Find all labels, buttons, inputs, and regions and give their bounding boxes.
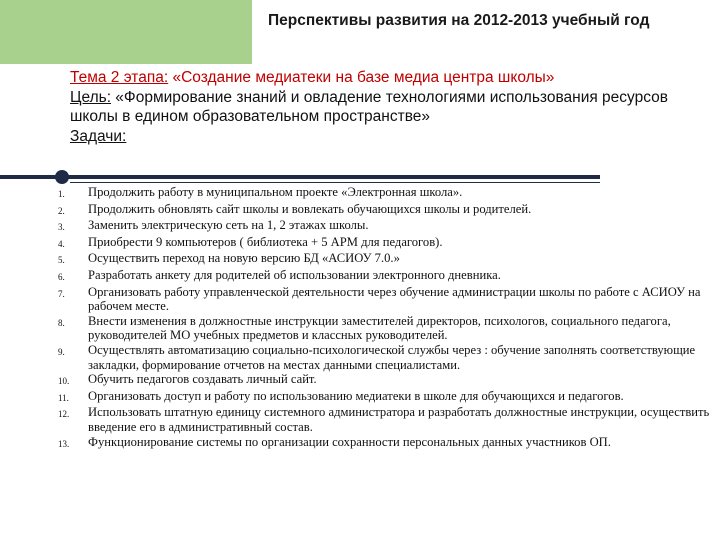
header-block (70, 68, 680, 146)
task-number: 4. (58, 238, 65, 249)
task-number: 13. (58, 438, 70, 449)
task-number: 6. (58, 271, 65, 282)
task-item (58, 372, 718, 389)
task-number: 11. (58, 392, 69, 403)
divider-line (0, 175, 600, 179)
tasks-label: Задачи: (70, 127, 130, 147)
task-number: 7. (58, 288, 65, 299)
task-item (58, 185, 718, 202)
task-text: Продолжить обновлять сайт школы и вовлекать обучающихся школы и родителей. (88, 201, 532, 216)
tasks-list (58, 185, 718, 451)
task-text: Продолжить работу в муниципальном проекте «Электронная школа». (88, 185, 463, 199)
theme-text: «Создание медиатеки на базе медиа центра школы» (168, 69, 555, 86)
task-number: 2. (58, 205, 65, 216)
task-item (58, 435, 718, 452)
task-item (58, 251, 718, 268)
divider-thin-line (70, 182, 600, 183)
task-item (58, 268, 718, 285)
task-number: 3. (58, 222, 65, 233)
task-number: 10. (58, 376, 70, 387)
task-item (58, 405, 718, 434)
task-text: Организовать работу управленческой деятельности через обучение администрации школы по работе с АСИОУ на рабочем месте. (88, 284, 701, 314)
task-item (58, 285, 718, 314)
task-text: Заменить электрическую сеть на 1, 2 этажах школы. (88, 218, 369, 233)
goal-label: Цель: (70, 88, 111, 106)
task-text: Осуществлять автоматизацию социально-психологической службы через : обучение заполнять соответствующие закладки, формирование отчетов на местах данными специалистами. (88, 342, 696, 372)
task-number: 1. (58, 189, 65, 199)
task-item (58, 389, 718, 406)
task-number: 9. (58, 346, 65, 357)
task-text: Разработать анкету для родителей об использовании электронного дневника. (88, 267, 501, 282)
goal-line (70, 88, 680, 127)
task-item (58, 343, 718, 372)
green-header-band (0, 0, 252, 64)
task-item (58, 235, 718, 252)
slide-title: Перспективы развития на 2012-2013 учебный год (268, 12, 650, 29)
theme-line (70, 68, 680, 88)
theme-label: Тема 2 этапа: (70, 69, 169, 86)
task-text: Функционирование системы по организации сохранности персональных данных участников ОП. (88, 434, 611, 449)
task-number: 5. (58, 255, 65, 266)
task-item (58, 314, 718, 343)
task-text: Приобрести 9 компьютеров ( библиотека + 5 АРМ для педагогов). (88, 234, 443, 249)
task-number: 12. (58, 409, 70, 420)
divider-dot (55, 170, 69, 184)
task-number: 8. (58, 317, 65, 328)
task-item (58, 202, 718, 219)
task-text: Осуществить переход на новую версию БД «АСИОУ 7.0.» (88, 251, 400, 266)
goal-text: «Формирование знаний и овладение технологиями использования ресурсов школы в едином образовательном пространстве» (70, 88, 669, 125)
task-text: Организовать доступ и работу по использованию медиатеки в школе для обучающихся и педагогов. (88, 388, 624, 403)
task-item (58, 218, 718, 235)
tasks-line (70, 127, 680, 147)
task-text: Внести изменения в должностные инструкции заместителей директоров, психологов, социального педагога, руководителей МО учебных предметов и классных руководителей. (88, 313, 671, 343)
task-text: Использовать штатную единицу системного администратора и разработать должностные инструкции, осуществить введение его в административный состав. (88, 405, 710, 434)
task-text: Обучить педагогов создавать личный сайт. (88, 372, 317, 387)
